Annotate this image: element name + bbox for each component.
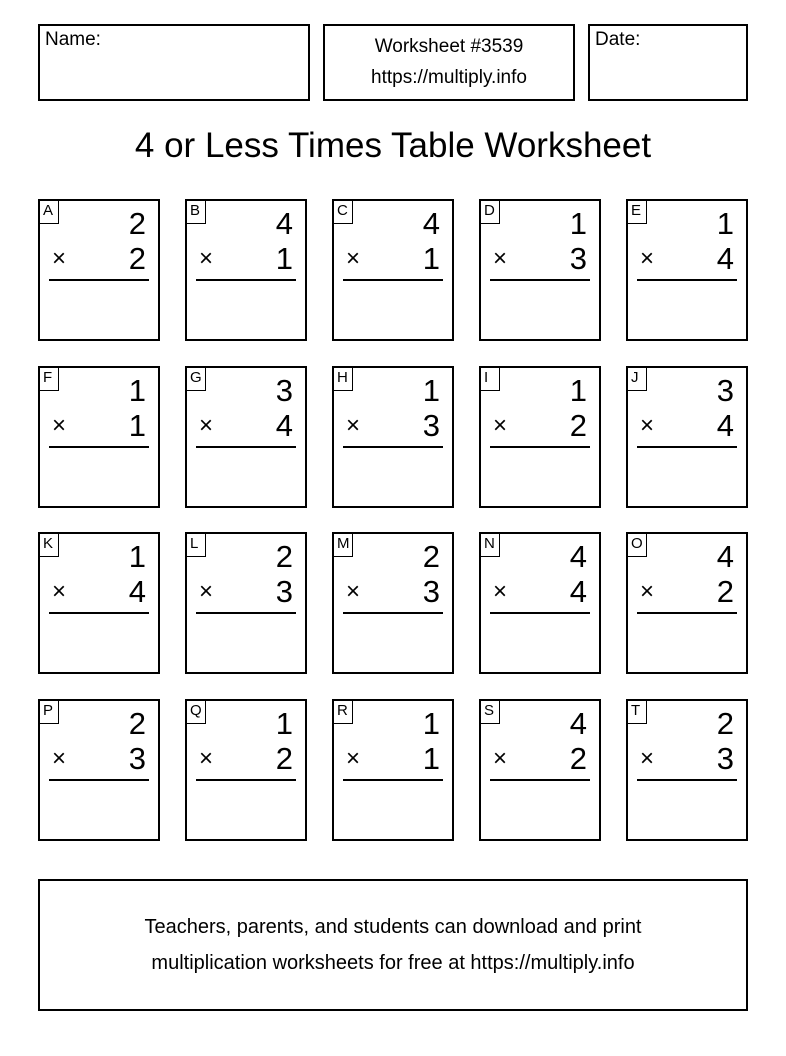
multiplicand: 2	[275, 539, 293, 574]
problem-box	[332, 532, 454, 674]
problem-letter: O	[628, 534, 647, 557]
date-label: Date:	[595, 29, 641, 50]
times-sign: ×	[52, 745, 67, 772]
times-sign: ×	[52, 245, 67, 272]
multiplier: 2	[275, 741, 293, 776]
times-sign: ×	[199, 578, 214, 605]
problem-box	[626, 199, 748, 341]
problem-letter: R	[334, 701, 353, 724]
problem-box	[626, 366, 748, 508]
multiplier: 1	[275, 241, 293, 276]
times-sign: ×	[493, 745, 508, 772]
answer-line	[490, 612, 590, 614]
answer-line	[490, 279, 590, 281]
problem-letter: S	[481, 701, 500, 724]
times-sign: ×	[493, 578, 508, 605]
problem-letter: L	[187, 534, 206, 557]
problem-box	[185, 199, 307, 341]
worksheet-number: Worksheet #3539	[374, 36, 524, 57]
answer-line	[637, 612, 737, 614]
problem-letter: P	[40, 701, 59, 724]
times-sign: ×	[640, 412, 655, 439]
problem-letter: C	[334, 201, 353, 224]
problem-letter: J	[628, 368, 647, 391]
problem-box	[479, 366, 601, 508]
problem-letter: F	[40, 368, 59, 391]
multiplicand: 2	[128, 706, 146, 741]
footer-box	[38, 879, 748, 1011]
answer-line	[196, 612, 296, 614]
times-sign: ×	[346, 745, 361, 772]
date-field-box	[588, 24, 748, 101]
multiplier: 2	[716, 574, 734, 609]
problem-box	[38, 199, 160, 341]
page-title: 4 or Less Times Table Worksheet	[134, 126, 652, 165]
answer-line	[49, 279, 149, 281]
problem-box	[626, 532, 748, 674]
problem-box	[185, 532, 307, 674]
multiplier: 3	[128, 741, 146, 776]
name-field-box	[38, 24, 310, 101]
problem-letter: K	[40, 534, 59, 557]
answer-line	[637, 446, 737, 448]
problem-box	[332, 699, 454, 841]
answer-line	[490, 446, 590, 448]
problem-box	[479, 199, 601, 341]
times-sign: ×	[640, 745, 655, 772]
problem-box	[38, 699, 160, 841]
multiplicand: 1	[716, 206, 734, 241]
problem-box	[626, 699, 748, 841]
problem-letter: H	[334, 368, 353, 391]
multiplier: 2	[128, 241, 146, 276]
problem-box	[332, 199, 454, 341]
problem-box	[38, 532, 160, 674]
multiplier: 1	[422, 741, 440, 776]
worksheet-url: https://multiply.info	[371, 67, 527, 88]
multiplier: 3	[422, 408, 440, 443]
times-sign: ×	[346, 578, 361, 605]
answer-line	[343, 612, 443, 614]
multiplicand: 2	[128, 206, 146, 241]
answer-line	[343, 279, 443, 281]
multiplicand: 1	[128, 539, 146, 574]
multiplicand: 3	[275, 373, 293, 408]
multiplicand: 4	[422, 206, 440, 241]
problem-letter: B	[187, 201, 206, 224]
multiplier: 4	[716, 408, 734, 443]
problem-letter: T	[628, 701, 647, 724]
multiplier: 4	[716, 241, 734, 276]
answer-line	[490, 779, 590, 781]
problem-letter: I	[481, 368, 500, 391]
multiplier: 2	[569, 741, 587, 776]
problem-letter: N	[481, 534, 500, 557]
multiplicand: 1	[128, 373, 146, 408]
multiplicand: 1	[569, 373, 587, 408]
multiplicand: 4	[569, 706, 587, 741]
problem-letter: Q	[187, 701, 206, 724]
problem-box	[185, 366, 307, 508]
answer-line	[49, 612, 149, 614]
multiplier: 1	[422, 241, 440, 276]
times-sign: ×	[346, 245, 361, 272]
multiplier: 4	[275, 408, 293, 443]
problem-letter: D	[481, 201, 500, 224]
times-sign: ×	[640, 245, 655, 272]
problem-box	[38, 366, 160, 508]
times-sign: ×	[493, 245, 508, 272]
worksheet-info-box	[323, 24, 575, 101]
problem-box	[479, 699, 601, 841]
multiplicand: 4	[716, 539, 734, 574]
multiplier: 3	[716, 741, 734, 776]
multiplier: 4	[569, 574, 587, 609]
multiplicand: 4	[275, 206, 293, 241]
name-label: Name:	[45, 29, 101, 50]
problem-letter: G	[187, 368, 206, 391]
answer-line	[637, 779, 737, 781]
times-sign: ×	[199, 412, 214, 439]
answer-line	[49, 779, 149, 781]
multiplier: 3	[275, 574, 293, 609]
problem-box	[479, 532, 601, 674]
answer-line	[637, 279, 737, 281]
multiplier: 2	[569, 408, 587, 443]
times-sign: ×	[199, 745, 214, 772]
answer-line	[343, 779, 443, 781]
times-sign: ×	[346, 412, 361, 439]
multiplicand: 3	[716, 373, 734, 408]
answer-line	[343, 446, 443, 448]
multiplicand: 2	[716, 706, 734, 741]
multiplicand: 1	[569, 206, 587, 241]
times-sign: ×	[199, 245, 214, 272]
answer-line	[196, 279, 296, 281]
times-sign: ×	[52, 578, 67, 605]
answer-line	[49, 446, 149, 448]
footer-line-2: multiplication worksheets for free at https://multiply.info	[151, 952, 635, 974]
problem-letter: A	[40, 201, 59, 224]
problem-box	[332, 366, 454, 508]
answer-line	[196, 779, 296, 781]
multiplier: 3	[422, 574, 440, 609]
multiplicand: 1	[422, 373, 440, 408]
answer-line	[196, 446, 296, 448]
multiplier: 4	[128, 574, 146, 609]
multiplicand: 4	[569, 539, 587, 574]
multiplicand: 2	[422, 539, 440, 574]
footer-line-1: Teachers, parents, and students can download and print	[144, 916, 642, 938]
problem-box	[185, 699, 307, 841]
multiplier: 1	[128, 408, 146, 443]
multiplicand: 1	[422, 706, 440, 741]
times-sign: ×	[493, 412, 508, 439]
times-sign: ×	[52, 412, 67, 439]
multiplier: 3	[569, 241, 587, 276]
multiplicand: 1	[275, 706, 293, 741]
problem-letter: E	[628, 201, 647, 224]
times-sign: ×	[640, 578, 655, 605]
problem-letter: M	[334, 534, 353, 557]
